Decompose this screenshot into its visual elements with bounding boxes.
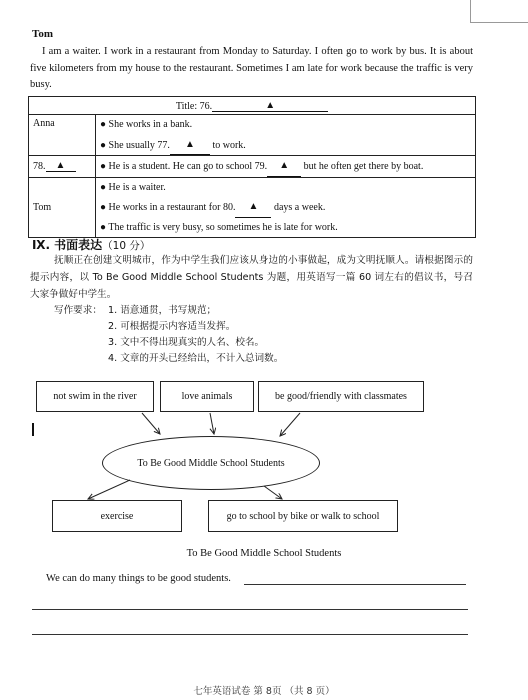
- essay-start: We can do many things to be good students.: [46, 573, 231, 584]
- page-footer: 七年英语试卷 第 8页 （共 8 页）: [193, 686, 335, 697]
- writing-line[interactable]: [32, 609, 468, 610]
- requirements-label: 写作要求：: [54, 305, 102, 316]
- arrow-line: [88, 480, 130, 499]
- title-label: Title: 76.: [175, 100, 213, 112]
- mindmap-node: not swim in the river: [36, 381, 154, 412]
- writing-line[interactable]: [244, 584, 466, 585]
- row-label: Tom: [29, 177, 96, 238]
- blank-marker: ▲: [279, 160, 290, 171]
- bullet-icon: ●: [100, 119, 107, 130]
- line-text: He works in a restaurant for 80.: [108, 202, 236, 213]
- arrow-line: [280, 413, 300, 436]
- blank-marker: ▲: [248, 201, 259, 212]
- mindmap-node: be good/friendly with classmates: [258, 381, 424, 412]
- writing-intro: 抚顺正在创建文明城市，作为中学生我们应该从身边的小事做起，成为文明抚顺人。请根据图示的提示内容，以 To Be Good Middle School Students 为题，用英语写一篇 60 词左右的倡议书，号召大家争做好中学生。: [30, 255, 473, 300]
- requirement-item: 1. 语意通贯，书写规范；: [108, 305, 217, 316]
- mindmap-center: To Be Good Middle School Students: [102, 436, 320, 490]
- bullet-icon: ●: [100, 202, 107, 213]
- line-text: but he often get there by boat.: [303, 161, 424, 172]
- blank-marker: ▲: [55, 160, 66, 172]
- writing-line[interactable]: [32, 634, 468, 635]
- line-text: days a week.: [273, 202, 326, 213]
- line-text: She works in a bank.: [108, 119, 193, 130]
- label-number: 78.: [33, 161, 46, 173]
- line-text: She usually 77.: [108, 139, 170, 151]
- bullet-icon: ●: [100, 139, 107, 151]
- line-text: He is a student. He can go to school 79.: [108, 161, 268, 172]
- requirement-item: 3. 文中不得出现真实的人名、校名。: [108, 337, 265, 348]
- passage-text: I am a waiter. I work in a restaurant from Monday to Saturday. I often go to work by bus. It is about five kilometers from my house to the restaurant. Sometimes I am late for work because the traffic is very busy.: [30, 46, 473, 90]
- section-points: （10 分）: [102, 240, 151, 252]
- arrow-line: [210, 413, 214, 434]
- requirement-item: 4. 文章的开头已经给出，不计入总词数。: [108, 353, 284, 364]
- essay-title: To Be Good Middle School Students: [186, 548, 342, 559]
- requirement-item: 2. 可根据提示内容适当发挥。: [108, 321, 236, 332]
- blank-marker: ▲: [184, 138, 195, 150]
- mindmap-node: exercise: [52, 500, 182, 532]
- mindmap-node: go to school by bike or walk to school: [208, 500, 398, 532]
- text-cursor: [32, 423, 34, 436]
- bullet-icon: ●: [100, 221, 107, 233]
- arrow-line: [142, 413, 160, 434]
- bullet-icon: ●: [100, 161, 107, 172]
- mindmap-node: love animals: [160, 381, 254, 412]
- arrow-line: [264, 486, 282, 499]
- line-text: The traffic is very busy, so sometimes he is late for work.: [108, 221, 338, 233]
- blank-marker: ▲: [265, 99, 276, 111]
- section-title: Ⅸ. 书面表达: [32, 238, 103, 252]
- bullet-icon: ●: [100, 181, 107, 193]
- row-label: Anna: [29, 115, 96, 156]
- line-text: He is a waiter.: [108, 181, 166, 193]
- passage-name: Tom: [32, 28, 53, 40]
- line-text: to work.: [212, 139, 246, 151]
